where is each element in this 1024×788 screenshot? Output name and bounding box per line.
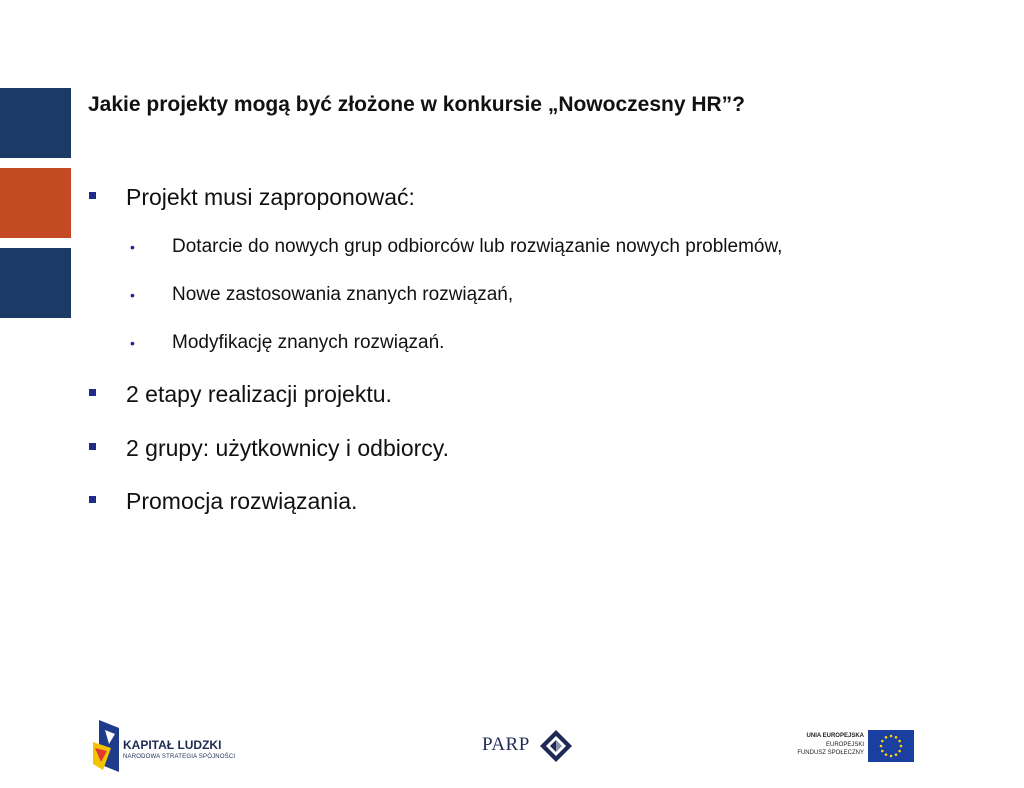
eu-star-icon — [900, 745, 903, 748]
eu-star-icon — [890, 755, 893, 758]
square-bullet-icon — [89, 389, 96, 396]
eu-star-icon — [898, 740, 901, 743]
eu-star-icon — [885, 753, 888, 756]
eu-star-icon — [885, 736, 888, 739]
eu-star-icon — [890, 735, 893, 738]
eu-star-icon — [895, 753, 898, 756]
eu-star-icon — [880, 745, 883, 748]
side-block-navy-bottom — [0, 248, 71, 318]
kapital-ludzki-logo: KAPITAŁ LUDZKI NARODOWA STRATEGIA SPÓJNOŚCI — [93, 718, 253, 774]
dot-bullet-icon: • — [130, 335, 135, 351]
eu-star-icon — [881, 750, 884, 753]
parp-arrows-icon — [540, 730, 572, 762]
dot-bullet-icon: • — [130, 239, 135, 255]
eu-star-icon — [895, 736, 898, 739]
parp-logo: PARP — [482, 728, 582, 768]
square-bullet-icon — [89, 496, 96, 503]
square-bullet-icon — [89, 443, 96, 450]
dot-bullet-icon: • — [130, 287, 135, 303]
eu-star-icon — [898, 750, 901, 753]
eu-logo: UNIA EUROPEJSKA EUROPEJSKI FUNDUSZ SPOŁECZNY — [790, 728, 920, 768]
side-block-orange — [0, 168, 71, 238]
square-bullet-icon — [89, 192, 96, 199]
side-block-navy-top — [0, 88, 71, 158]
kapital-ludzki-logo-icon — [93, 718, 121, 772]
slide-title: Jakie projekty mogą być złożone w konkursie „Nowoczesny HR”? — [88, 93, 746, 116]
eu-flag-icon — [868, 730, 914, 762]
eu-star-icon — [881, 740, 884, 743]
